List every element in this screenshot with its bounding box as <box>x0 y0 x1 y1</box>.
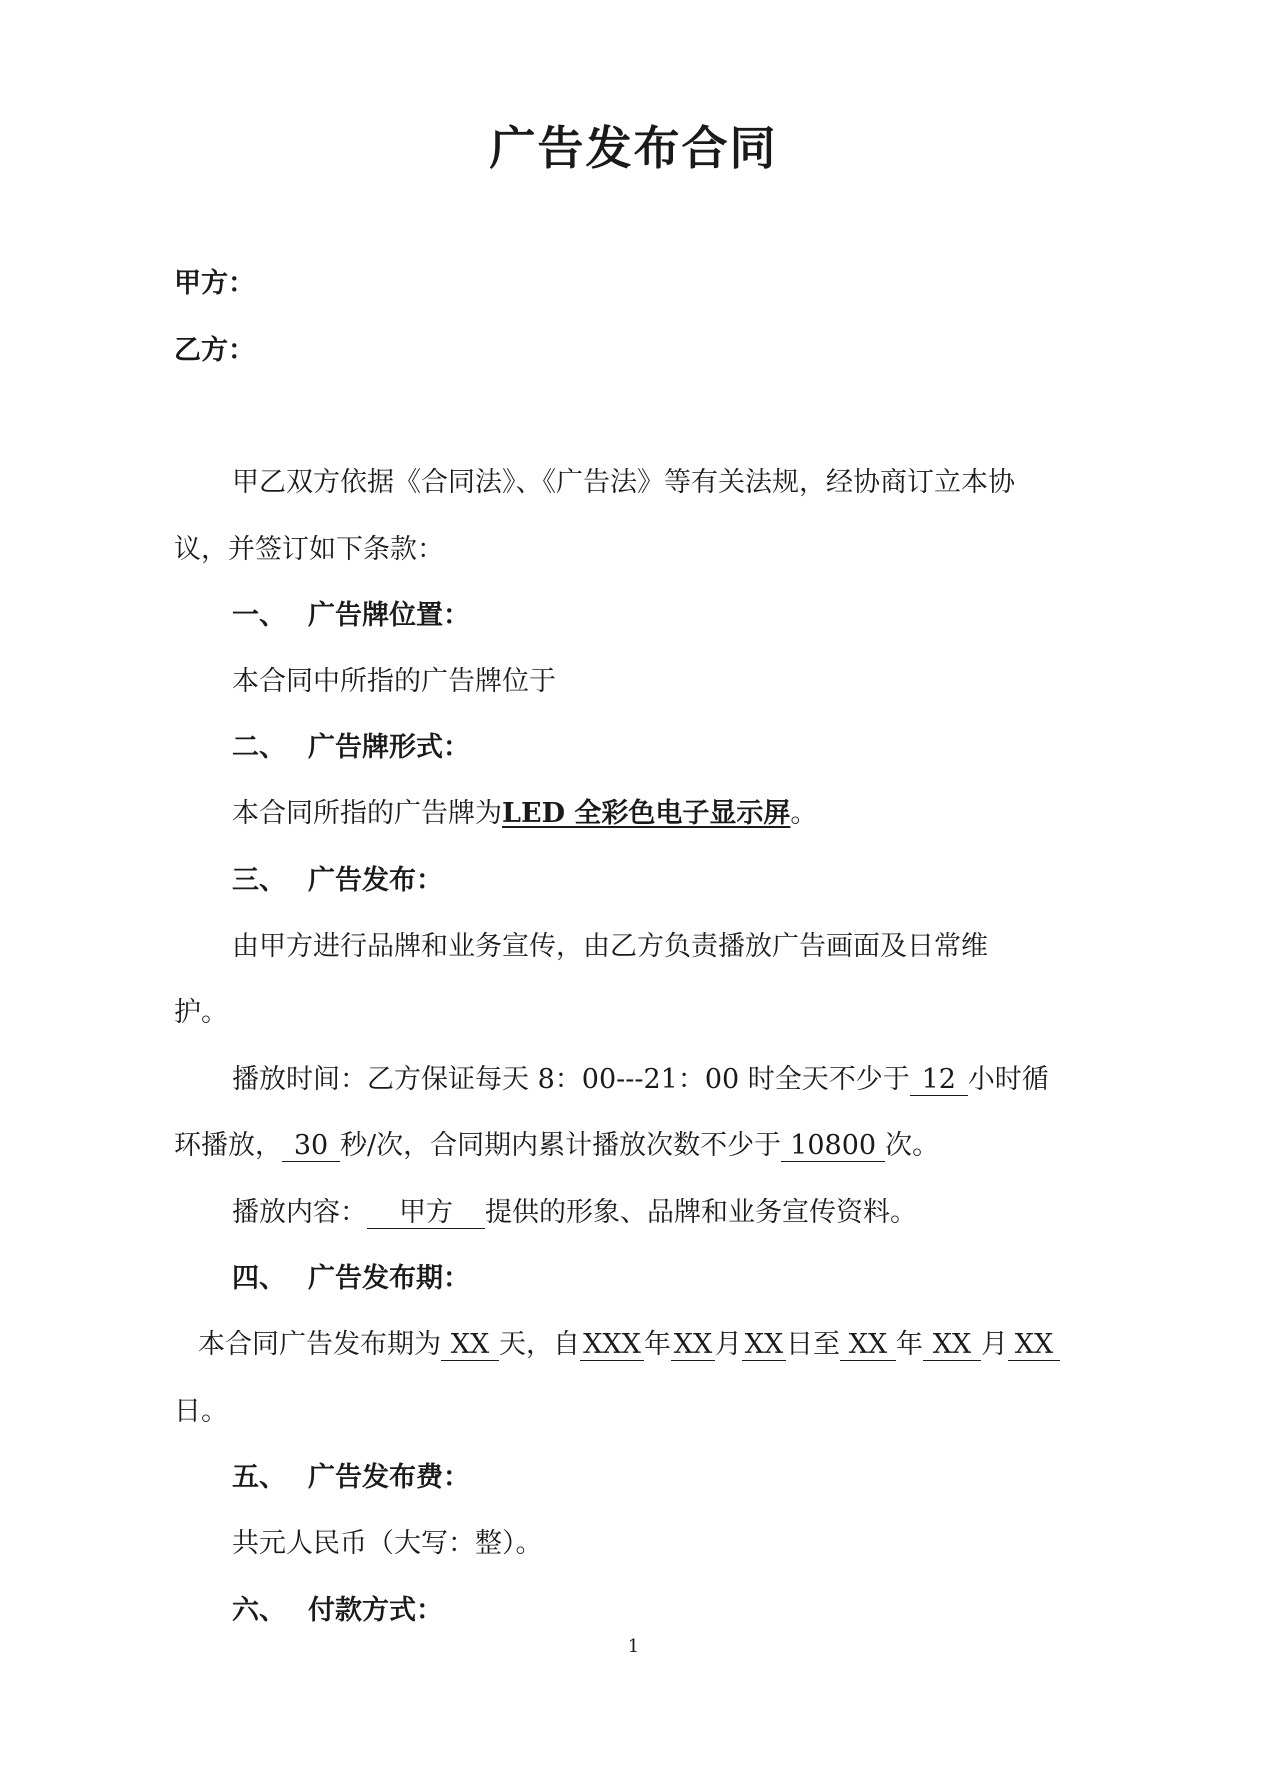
section-5-title: 广告发布费： <box>308 1462 470 1493</box>
page-number: 1 <box>627 1636 640 1657</box>
section-2-title: 广告牌形式： <box>308 732 470 763</box>
start-month-unit: 月 <box>715 1329 742 1360</box>
section-3-number: 三、 <box>232 865 286 896</box>
section-5-number: 五、 <box>232 1462 286 1493</box>
period-end-line: 日。 <box>174 1396 228 1427</box>
section-6-heading <box>232 1593 443 1629</box>
section-5-heading <box>232 1460 470 1496</box>
section-6-number: 六、 <box>232 1595 286 1626</box>
section-2-body <box>232 796 817 832</box>
section-4-heading <box>232 1261 470 1297</box>
schedule-hours-value: 12 <box>910 1065 968 1096</box>
content-provider-value: 甲方 <box>367 1198 485 1229</box>
period-days-unit: 天，自 <box>499 1329 580 1360</box>
end-year-unit: 年 <box>896 1329 923 1360</box>
loop-prefix: 环播放， <box>174 1130 282 1161</box>
content-suffix: 提供的形象、品牌和业务宣传资料。 <box>485 1197 917 1228</box>
intro-line-2: 议，并签订如下条款： <box>174 534 444 565</box>
section-3-heading <box>232 863 443 899</box>
day-to-text: 日至 <box>786 1329 840 1360</box>
section-2-body-suffix: 。 <box>790 798 818 829</box>
loop-suffix: 次。 <box>885 1130 940 1161</box>
end-month-unit: 月 <box>981 1329 1008 1360</box>
schedule-line <box>232 1062 1049 1098</box>
section-2-number: 二、 <box>232 732 286 763</box>
section-1-title: 广告牌位置： <box>308 600 470 631</box>
section-5-body: 共元人民币（大写：整）。 <box>232 1528 543 1559</box>
section-3-body-line-2: 护。 <box>174 997 228 1028</box>
end-month-value: XX <box>923 1330 981 1361</box>
document-title: 广告发布合同 <box>489 121 778 175</box>
start-day-value: XX <box>742 1330 786 1361</box>
section-2-heading <box>232 730 470 766</box>
end-day-value: XX <box>1008 1330 1060 1361</box>
period-days-value: XX <box>441 1330 499 1361</box>
period-line <box>198 1327 1060 1363</box>
schedule-suffix: 小时循 <box>967 1064 1049 1095</box>
section-3-body-line-1: 由甲方进行品牌和业务宣传，由乙方负责播放广告画面及日常维 <box>232 931 988 962</box>
party-b-label: 乙方： <box>174 335 255 366</box>
section-1-body: 本合同中所指的广告牌位于 <box>232 666 556 697</box>
section-1-number: 一、 <box>232 600 286 631</box>
start-month-value: XX <box>671 1330 715 1361</box>
intro-line-1: 甲乙双方依据《合同法》、《广告法》等有关法规，经协商订立本协 <box>232 467 1015 498</box>
schedule-prefix: 播放时间：乙方保证每天 8：00---21：00 时全天不少于 <box>232 1064 910 1095</box>
loop-seconds-value: 30 <box>282 1131 340 1162</box>
party-a-label: 甲方： <box>174 268 255 299</box>
section-4-title: 广告发布期： <box>308 1263 470 1294</box>
loop-count-value: 10800 <box>781 1131 885 1162</box>
start-year-value: XXX <box>580 1330 644 1361</box>
loop-line <box>174 1128 939 1164</box>
section-3-title: 广告发布： <box>308 865 443 896</box>
period-prefix: 本合同广告发布期为 <box>198 1329 441 1360</box>
content-line <box>232 1195 917 1231</box>
section-4-number: 四、 <box>232 1263 286 1294</box>
section-2-body-prefix: 本合同所指的广告牌为 <box>232 798 502 829</box>
loop-middle: 秒/次，合同期内累计播放次数不少于 <box>340 1130 782 1161</box>
section-6-title: 付款方式： <box>308 1595 443 1626</box>
section-2-body-emphasis: LED 全彩色电子显示屏 <box>502 798 791 829</box>
start-year-unit: 年 <box>644 1329 671 1360</box>
content-prefix: 播放内容： <box>232 1197 367 1228</box>
section-1-heading <box>232 598 470 634</box>
end-year-value: XX <box>840 1330 896 1361</box>
